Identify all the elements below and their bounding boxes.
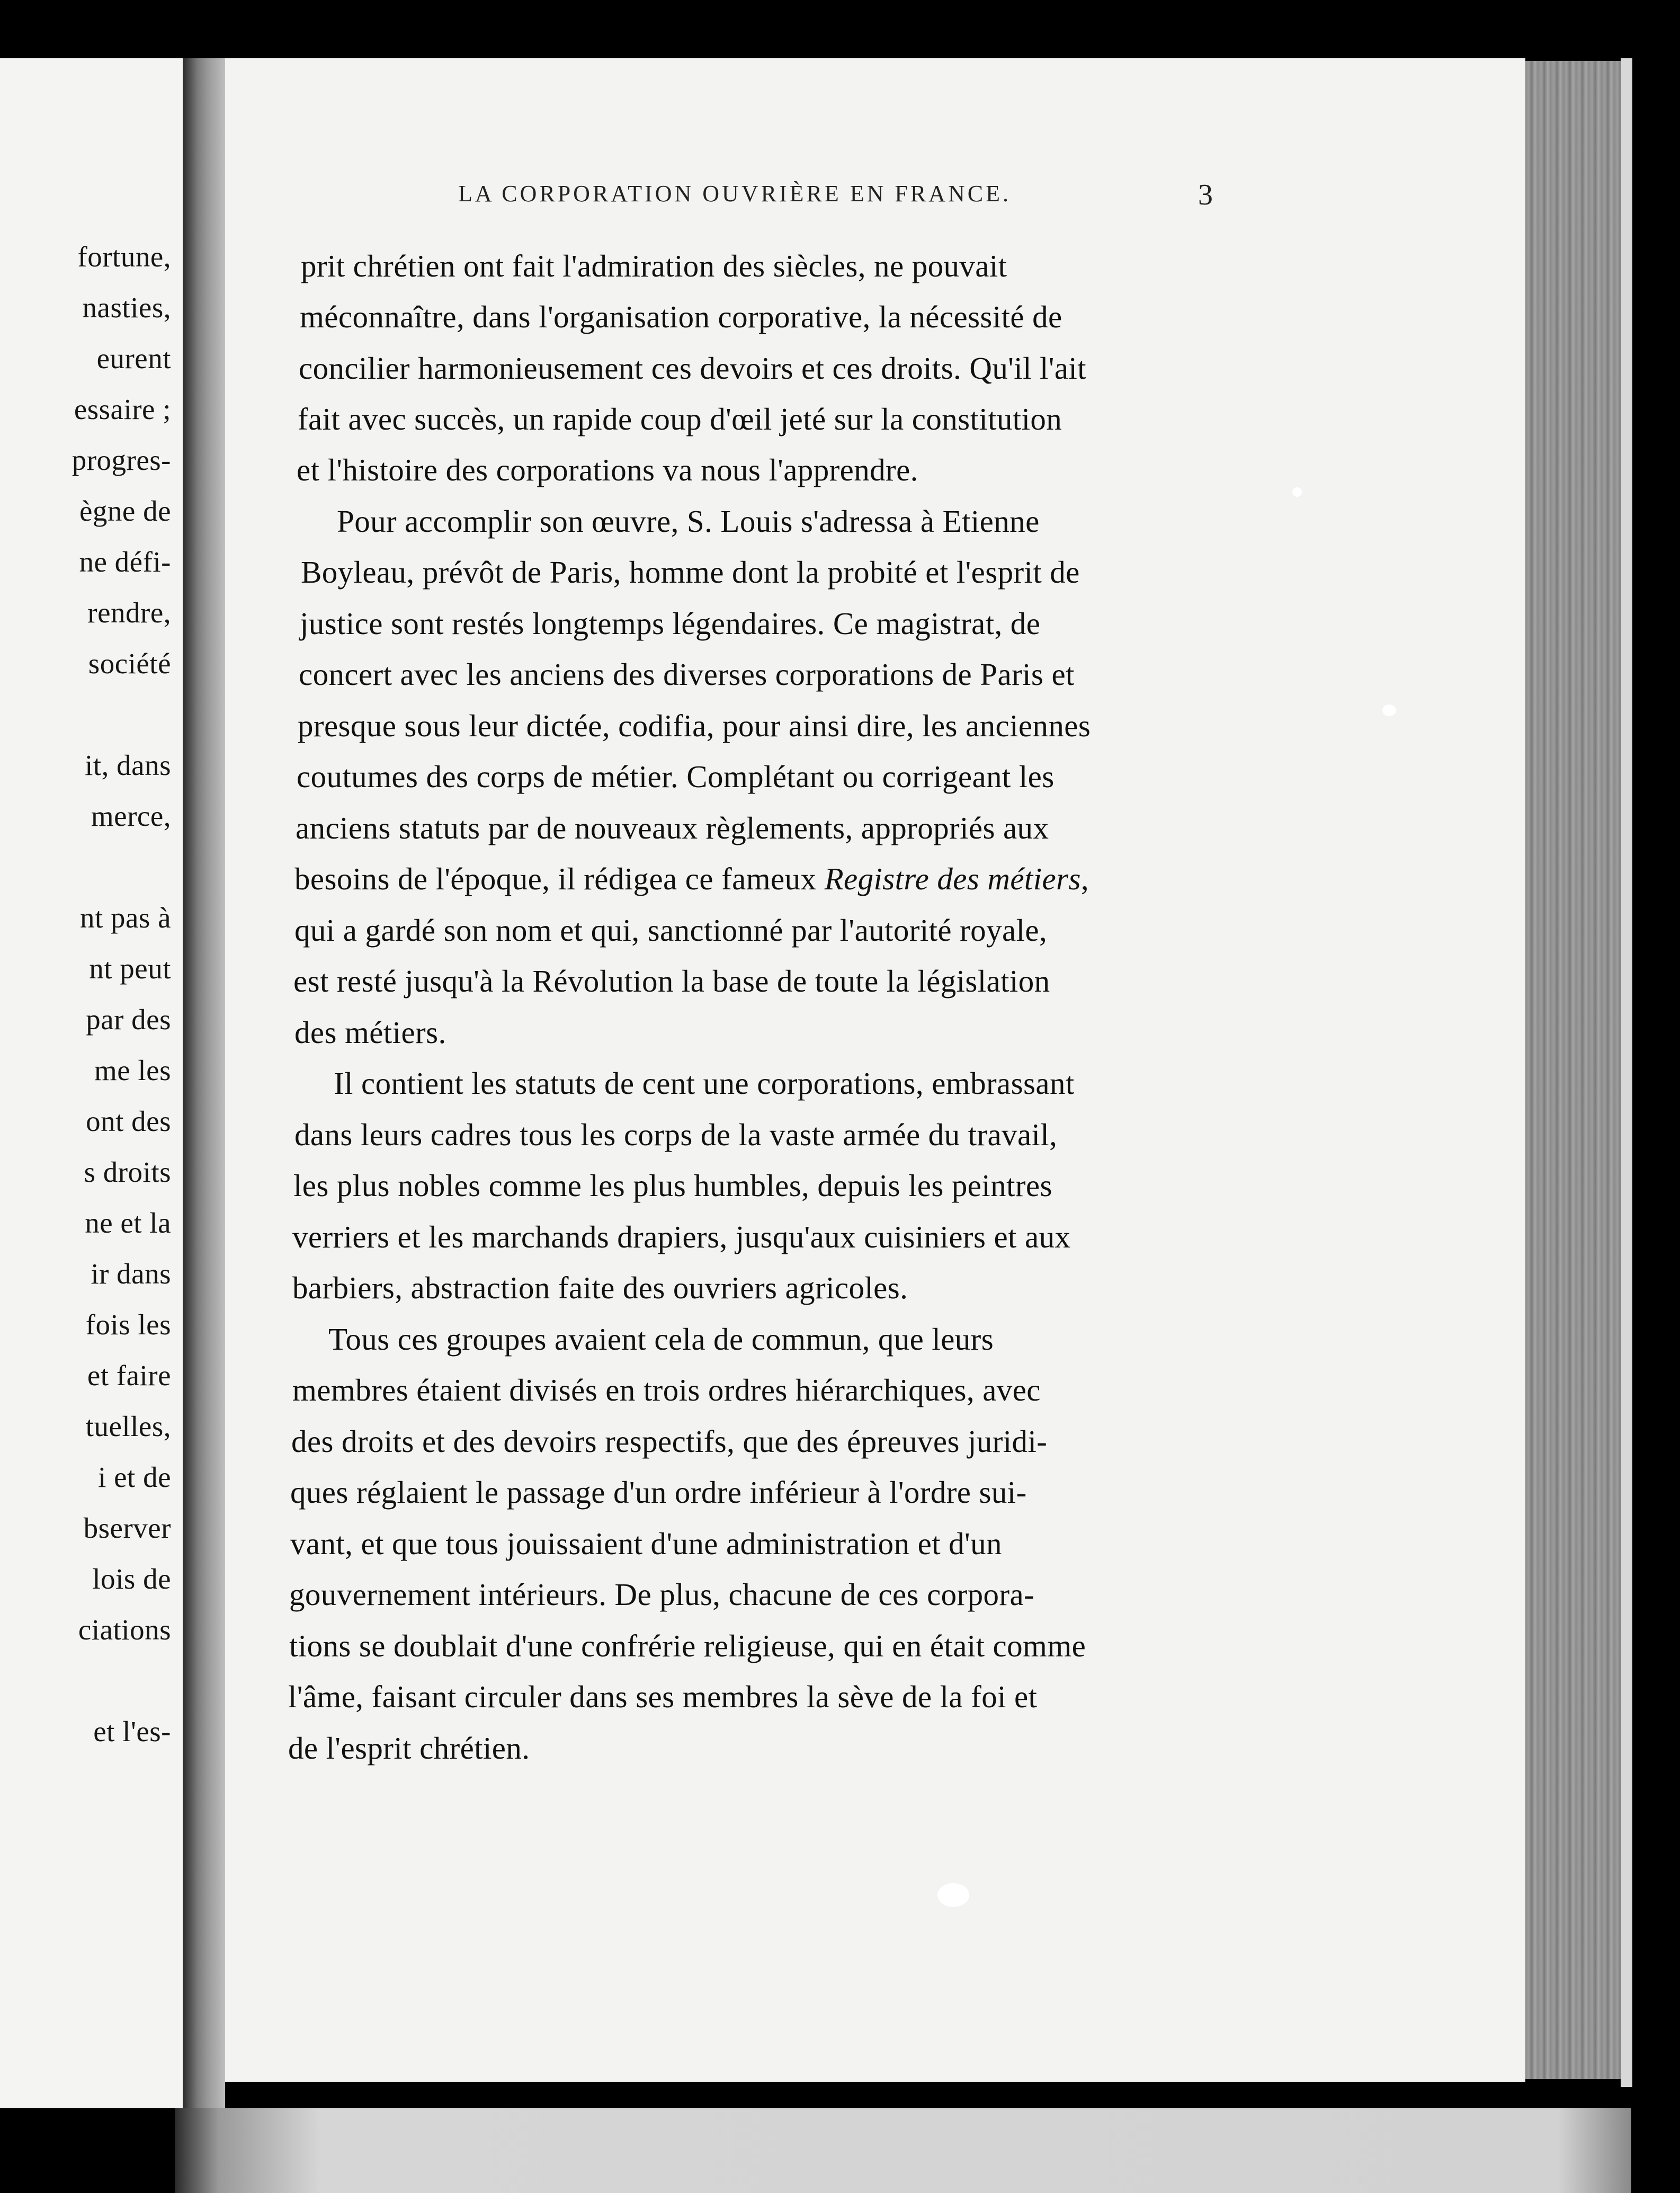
facing-page-line: et faire: [87, 1359, 171, 1392]
text-line: dans leurs cadres tous les corps de la vaste armée du travail,: [294, 1117, 1058, 1152]
facing-page-line: me les: [94, 1054, 171, 1086]
text-line: concert avec les anciens des diverses corporations de Paris et: [299, 657, 1075, 692]
text-line: tions se doublait d'une confrérie religieuse, qui en était comme: [289, 1628, 1086, 1663]
text-line: presque sous leur dictée, codifia, pour ainsi dire, les anciennes: [298, 708, 1091, 743]
running-head: LA CORPORATION OUVRIÈRE EN FRANCE.: [458, 181, 1011, 207]
text-line: prit chrétien ont fait l'admiration des siècles, ne pouvait: [301, 248, 1007, 283]
facing-page-line: it, dans: [85, 749, 171, 781]
text-line: vant, et que tous jouissaient d'une administration et d'un: [290, 1526, 1002, 1561]
text-line: fait avec succès, un rapide coup d'œil jeté sur la constitution: [298, 402, 1062, 436]
text-line: Il contient les statuts de cent une corporations, embrassant: [334, 1066, 1075, 1101]
facing-page-line: nt peut: [89, 952, 171, 985]
page-edge-strip: [1621, 58, 1632, 2087]
italic-title-comma: ,: [1080, 861, 1089, 896]
facing-page-line: progres-: [72, 444, 171, 476]
text-line: de l'esprit chrétien.: [288, 1731, 530, 1766]
facing-page-line: ne et la: [85, 1207, 171, 1239]
facing-page-line: essaire ;: [74, 393, 171, 425]
facing-page-line: rendre,: [87, 596, 171, 629]
text-line: verriers et les marchands drapiers, jusqu'aux cuisiniers et aux: [292, 1219, 1071, 1254]
text-line: qui a gardé son nom et qui, sanctionné par l'autorité royale,: [294, 913, 1048, 948]
facing-page-line: i et de: [98, 1461, 171, 1493]
facing-page-line: merce,: [91, 800, 171, 832]
text-line: ques réglaient le passage d'un ordre inférieur à l'ordre sui-: [290, 1475, 1027, 1510]
text-line: gouvernement intérieurs. De plus, chacune de ces corpora-: [289, 1577, 1035, 1612]
page-edge-stack: [1525, 61, 1621, 2079]
facing-page-line: bserver: [83, 1512, 171, 1544]
facing-page-line: nt pas à: [79, 902, 171, 934]
text-line: barbiers, abstraction faite des ouvriers agricoles.: [292, 1270, 908, 1305]
text-line: des droits et des devoirs respectifs, que des épreuves juridi-: [291, 1424, 1048, 1459]
facing-page-line: ciations: [78, 1613, 171, 1646]
book-gutter: [183, 58, 225, 2108]
text-line: [294, 861, 1089, 897]
facing-page-line: eurent: [96, 342, 171, 375]
scan-speck: [1382, 705, 1396, 716]
scan-speck: [1292, 487, 1302, 497]
text-line: et l'histoire des corporations va nous l'apprendre.: [297, 452, 918, 487]
text-line: coutumes des corps de métier. Complétant ou corrigeant les: [297, 759, 1055, 794]
text-line: membres étaient divisés en trois ordres hiérarchiques, avec: [292, 1372, 1041, 1407]
text-line: méconnaître, dans l'organisation corporative, la nécessité de: [300, 299, 1062, 334]
facing-page-line: par des: [86, 1003, 171, 1036]
facing-page-line: et l'es-: [93, 1715, 171, 1748]
facing-page-line: tuelles,: [85, 1410, 171, 1442]
text-line: l'âme, faisant circuler dans ses membres la sève de la foi et: [288, 1679, 1038, 1714]
text-line: est resté jusqu'à la Révolution la base de toute la législation: [293, 964, 1050, 999]
facing-page-line: fois les: [85, 1308, 171, 1341]
facing-page-line: ègne de: [79, 495, 171, 527]
facing-page-line: nasties,: [82, 291, 171, 324]
facing-page-line: ir dans: [91, 1258, 171, 1290]
text-line: Boyleau, prévôt de Paris, homme dont la probité et l'esprit de: [301, 555, 1080, 590]
text-line: concilier harmonieusement ces devoirs et ces droits. Qu'il l'ait: [299, 351, 1087, 386]
scan-speck: [937, 1883, 969, 1907]
text-line: Pour accomplir son œuvre, S. Louis s'adressa à Etienne: [337, 504, 1040, 539]
italic-title: Registre des métiers: [824, 861, 1081, 896]
facing-page-line: lois de: [92, 1563, 171, 1595]
text-line: justice sont restés longtemps légendaires. Ce magistrat, de: [300, 606, 1041, 641]
text-line: anciens statuts par de nouveaux règlements, appropriés aux: [296, 810, 1049, 845]
facing-page: [0, 58, 183, 2108]
text-line-start: besoins de l'époque, il rédigea ce fameux: [294, 861, 817, 896]
facing-page-line: ne défi-: [79, 546, 171, 578]
facing-page-line: ont des: [86, 1105, 171, 1137]
facing-page-line: s droits: [84, 1156, 171, 1188]
text-line: des métiers.: [294, 1015, 446, 1050]
facing-page-line: fortune,: [77, 240, 171, 273]
text-line: Tous ces groupes avaient cela de commun, que leurs: [328, 1322, 994, 1357]
next-page-edge: [175, 2108, 1631, 2193]
page-number: 3: [1198, 179, 1213, 211]
text-line: les plus nobles comme les plus humbles, depuis les peintres: [293, 1168, 1052, 1203]
facing-page-line: société: [88, 647, 171, 680]
